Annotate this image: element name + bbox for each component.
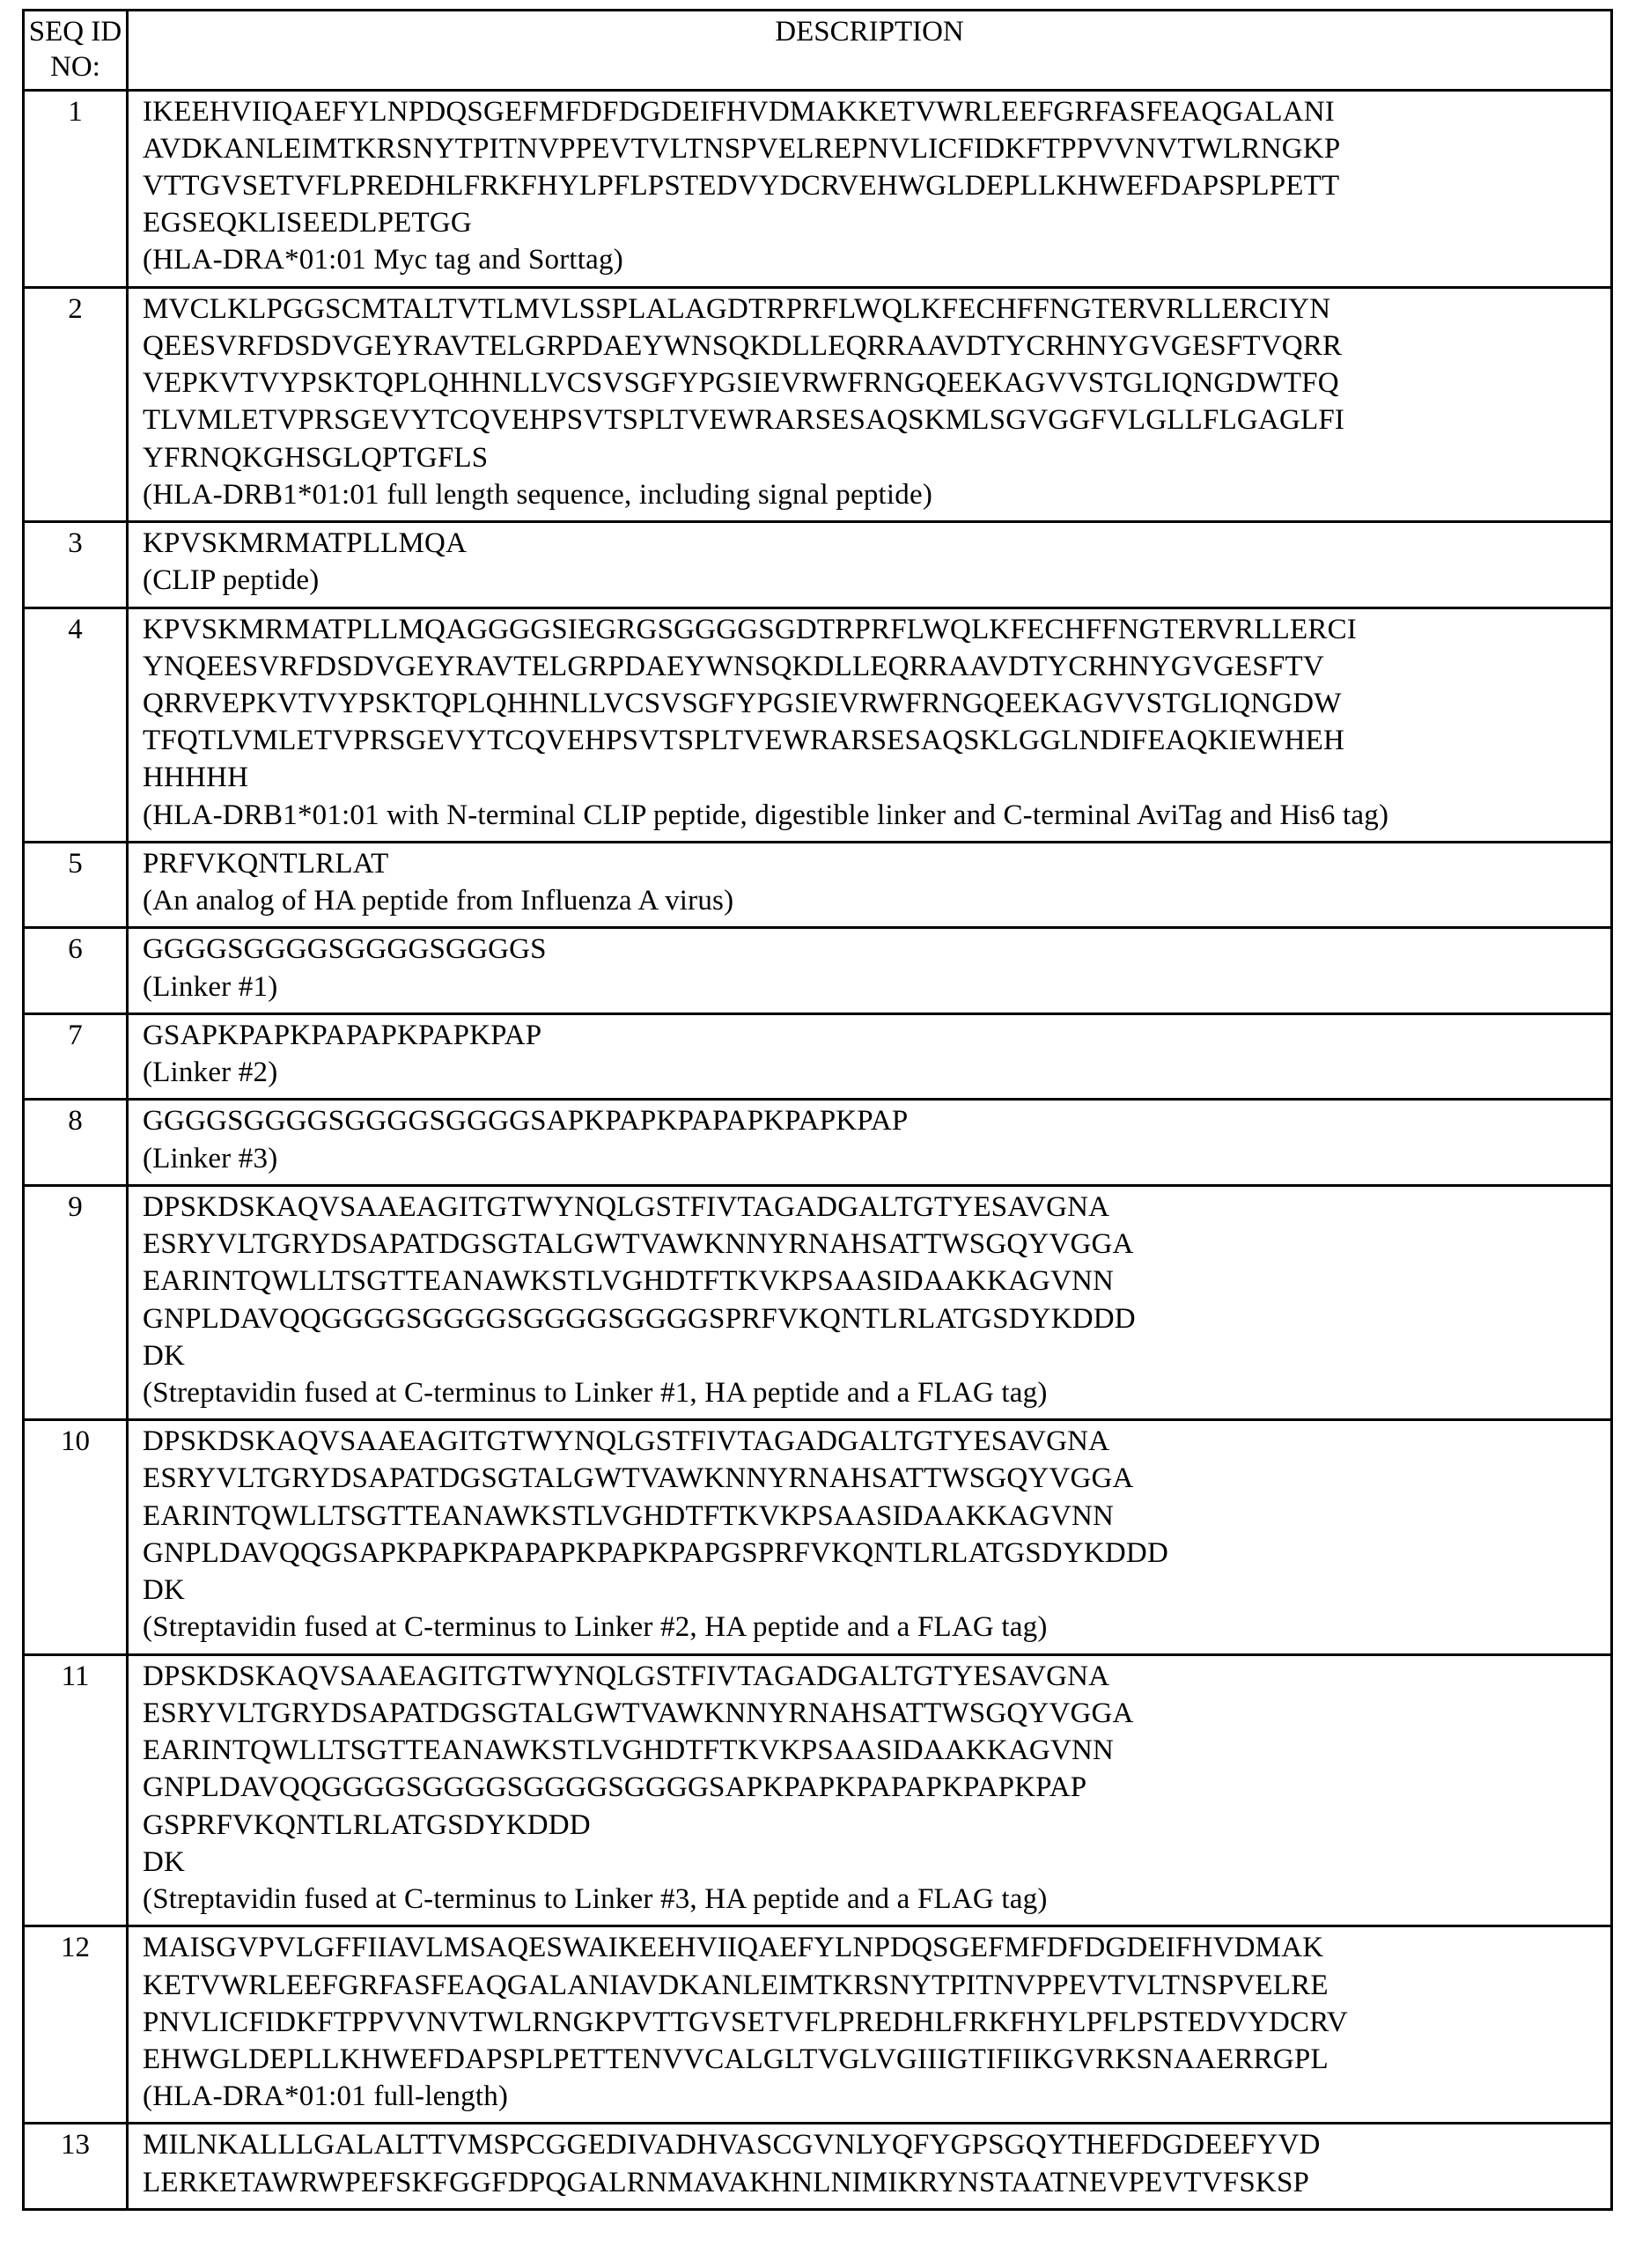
sequence-text: MVCLKLPGGSCMTALTVTLMVLSSPLALAGDTRPRFLWQLKFECHFFNGTERVRLLERCIYN QEESVRFDSDVGEYRAVTELGRPDAEYWNSQKDLLEQRRAAVDTYCRHNYGVGESFTVQRR VEPKVTVYPSKTQPLQHHNLLVCSVSGFYPGSIEVRWFRNGQEEKAGVVSTGLIQNGDWTFQ TLVMLETVPRSGEVYTCQVEHPSVTSPLTVEWRARSESAQSKMLSGVGGFVLGLLFLGAGLFI YFRNQKGHSGLQPTGFLS	[143, 292, 1345, 474]
sequence-note: (CLIP peptide)	[143, 564, 320, 597]
seq-id: 4	[68, 613, 83, 645]
seq-id: 12	[61, 1932, 90, 1964]
sequence-listing-table	[22, 9, 1613, 2211]
table-row	[24, 1420, 1612, 1654]
sequence-note: (Linker #2)	[143, 1057, 278, 1089]
header-row	[24, 11, 1612, 91]
table-row	[24, 522, 1612, 608]
sequence-text: GSAPKPAPKPAPAPKPAPKPAP	[143, 1019, 542, 1051]
sequence-text: GGGGSGGGGSGGGGSGGGGSAPKPAPKPAPAPKPAPKPAP	[143, 1105, 909, 1138]
seq-id-cell	[24, 287, 128, 521]
description-cell	[128, 1100, 1612, 1185]
table-row	[24, 1185, 1612, 1419]
description-cell	[128, 1185, 1612, 1419]
description-cell	[128, 1013, 1612, 1099]
seq-id-cell	[24, 1185, 128, 1419]
sequence-table-body	[24, 90, 1612, 2209]
sequence-note: (HLA-DRA*01:01 full-length)	[143, 2080, 509, 2113]
sequence-text: MILNKALLLGALALTTVMSPCGGEDIVADHVASCGVNLYQFYGPSGQYTHEFDGDEEFYVD LERKETAWRWPEFSKFGGFDPQGALRNMAVAKHNLNIMIKRYNSTAATNEVPEVTVFSKSP	[143, 2129, 1321, 2198]
table-row	[24, 1013, 1612, 1099]
seq-id: 10	[61, 1425, 90, 1458]
sequence-text: DPSKDSKAQVSAAEAGITGTWYNQLGSTFIVTAGADGALTGTYESAVGNA ESRYVLTGRYDSAPATDGSGTALGWTVAWKNNYRNAHSATTWSGQYVGGA EARINTQWLLTSGTTEANAWKSTLVGHDTFTKVKPSAASIDAAKKAGVNN GNPLDAVQQGGGGSGGGGSGGGGSGGGGSAPKPAPKPAPAPKPAPKPAP GSPRFVKQNTLRLATGSDYKDDD DK	[143, 1660, 1134, 1878]
seq-id: 1	[68, 95, 83, 128]
sequence-text: DPSKDSKAQVSAAEAGITGTWYNQLGSTFIVTAGADGALTGTYESAVGNA ESRYVLTGRYDSAPATDGSGTALGWTVAWKNNYRNAHSATTWSGQYVGGA EARINTQWLLTSGTTEANAWKSTLVGHDTFTKVKPSAASIDAAKKAGVNN GNPLDAVQQGGGGSGGGGSGGGGSGGGGSPRFVKQNTLRLATGSDYKDDD DK	[143, 1190, 1136, 1372]
sequence-text: KPVSKMRMATPLLMQA	[143, 527, 468, 560]
description-cell	[128, 842, 1612, 927]
description-cell	[128, 1420, 1612, 1654]
sequence-note: (An analog of HA peptide from Influenza A virus)	[143, 885, 734, 917]
sequence-note: (Linker #1)	[143, 970, 278, 1003]
seq-id-cell	[24, 90, 128, 287]
seq-id: 9	[68, 1190, 83, 1223]
table-row	[24, 90, 1612, 287]
description-cell	[128, 1654, 1612, 1926]
sequence-note: (Linker #3)	[143, 1142, 278, 1174]
seq-id-cell	[24, 1013, 128, 1099]
sequence-text: DPSKDSKAQVSAAEAGITGTWYNQLGSTFIVTAGADGALTGTYESAVGNA ESRYVLTGRYDSAPATDGSGTALGWTVAWKNNYRNAHSATTWSGQYVGGA EARINTQWLLTSGTTEANAWKSTLVGHDTFTKVKPSAASIDAAKKAGVNN GNPLDAVQQGSAPKPAPKPAPAPKPAPKPAPGSPRFVKQNTLRLATGSDYKDDD DK	[143, 1425, 1168, 1607]
description-cell	[128, 287, 1612, 521]
table-row	[24, 1654, 1612, 1926]
description-cell	[128, 928, 1612, 1013]
table-row	[24, 2124, 1612, 2209]
table-row	[24, 287, 1612, 521]
sequence-note: (HLA-DRB1*01:01 full length sequence, including signal peptide)	[143, 478, 933, 511]
description-cell	[128, 608, 1612, 842]
seq-id-cell	[24, 1654, 128, 1926]
seq-id: 7	[68, 1019, 83, 1051]
sequence-note: (HLA-DRA*01:01 Myc tag and Sorttag)	[143, 244, 623, 276]
seq-id-cell	[24, 522, 128, 608]
seq-id-cell	[24, 1926, 128, 2124]
sequence-text: MAISGVPVLGFFIIAVLMSAQESWAIKEEHVIIQAEFYLNPDQSGEFMFDFDGDEIFHVDMAK KETVWRLEEFGRFASFEAQGALANIAVDKANLEIMTKRSNYTPITNVPPEVTVLTNSPVELRE PNVLICFIDKFTPPVVNVTWLRNGKPVTTGVSETVFLPREDHLFRKFHYLPFLPSTEDVYDCRV EHWGLDEPLLKHWEFDAPSPLPETTENVVCALGLTVGLVGIIIGTIFIIKGVRKSNAAERRGPL	[143, 1932, 1348, 2075]
sequence-note: (Streptavidin fused at C-terminus to Linker #2, HA peptide and a FLAG tag)	[143, 1611, 1048, 1644]
sequence-text: IKEEHVIIQAEFYLNPDQSGEFMFDFDGDEIFHVDMAKKETVWRLEEFGRFASFEAQGALANI AVDKANLEIMTKRSNYTPITNVPPEVTVLTNSPVELREPNVLICFIDKFTPPVVNVTWLRNGKP VTTGVSETVFLPREDHLFRKFHYLPFLPSTEDVYDCRVEHWGLDEPLLKHWEFDAPSPLPETT EGSEQKLISEEDLPETGG	[143, 95, 1341, 239]
sequence-note: (Streptavidin fused at C-terminus to Linker #1, HA peptide and a FLAG tag)	[143, 1377, 1048, 1409]
table-row	[24, 928, 1612, 1013]
description-cell	[128, 90, 1612, 287]
seq-id: 11	[61, 1660, 90, 1692]
sequence-text: PRFVKQNTLRLAT	[143, 847, 389, 880]
seq-id-cell	[24, 1420, 128, 1654]
sequence-note: (Streptavidin fused at C-terminus to Linker #3, HA peptide and a FLAG tag)	[143, 1883, 1048, 1916]
seq-id: 8	[68, 1105, 83, 1138]
seq-id-cell	[24, 2124, 128, 2209]
sequence-text: KPVSKMRMATPLLMQAGGGGSIEGRGSGGGGSGDTRPRFLWQLKFECHFFNGTERVRLLERCI YNQEESVRFDSDVGEYRAVTELGRPDAEYWNSQKDLLEQRRAAVDTYCRHNYGVGESFTV QRRVEPKVTVYPSKTQPLQHHNLLVCSVSGFYPGSIEVRWFRNGQEEKAGVVSTGLIQNGDW TFQTLVMLETVPRSGEVYTCQVEHPSVTSPLTVEWRARSESAQSKLGGLNDIFEAQKIEWHEH HHHHH	[143, 613, 1357, 794]
table-header	[24, 11, 1612, 91]
seq-id: 5	[68, 847, 83, 880]
seq-id: 6	[68, 933, 83, 966]
description-cell	[128, 2124, 1612, 2209]
description-cell	[128, 1926, 1612, 2124]
table-row	[24, 608, 1612, 842]
sequence-note: (HLA-DRB1*01:01 with N-terminal CLIP peptide, digestible linker and C-terminal AviTag and His6 tag)	[143, 799, 1389, 831]
sequence-text: GGGGSGGGGSGGGGSGGGGS	[143, 933, 547, 966]
seq-id: 3	[68, 527, 83, 560]
seq-id-cell	[24, 842, 128, 927]
table-row	[24, 1100, 1612, 1185]
seq-id-cell	[24, 1100, 128, 1185]
seq-id-cell	[24, 608, 128, 842]
seq-id: 2	[68, 292, 83, 325]
description-cell	[128, 522, 1612, 608]
header-description: DESCRIPTION	[128, 11, 1612, 91]
table-row	[24, 842, 1612, 927]
seq-id-cell	[24, 928, 128, 1013]
table-row	[24, 1926, 1612, 2124]
seq-id: 13	[61, 2129, 90, 2161]
header-seq-id: SEQ ID NO:	[24, 11, 128, 91]
